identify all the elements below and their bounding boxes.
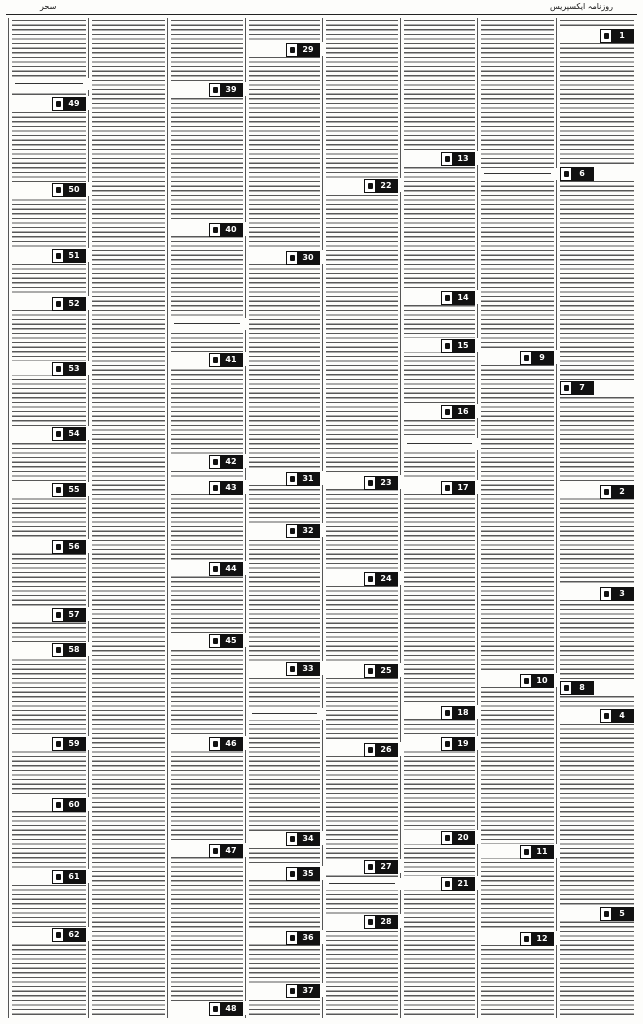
entry-header	[246, 471, 323, 485]
entry-number-box	[209, 455, 243, 469]
entry-mark-icon	[53, 250, 63, 262]
section-divider	[9, 78, 89, 90]
entry-mark-icon	[442, 707, 452, 719]
entry-number: 18	[452, 707, 474, 719]
entry-number-box	[52, 483, 86, 497]
entry-mark-icon	[53, 929, 63, 941]
entry-number: 60	[63, 799, 85, 811]
entry-header	[557, 906, 637, 920]
entry-number-box	[600, 587, 634, 601]
entry-header	[401, 736, 478, 750]
entry-number-box	[209, 634, 243, 648]
entry-number-box	[600, 907, 634, 921]
entry-number: 52	[63, 298, 85, 310]
entry-number: 5	[611, 908, 633, 920]
entry-number: 43	[220, 482, 242, 494]
entry-number: 16	[452, 406, 474, 418]
entry-number-box	[52, 643, 86, 657]
entry-number: 35	[297, 868, 319, 880]
entry-header	[557, 28, 637, 42]
entry-header	[401, 404, 478, 418]
entry-number: 31	[297, 473, 319, 485]
entry-mark-icon	[601, 486, 611, 498]
entry-header	[9, 96, 89, 110]
entry-number-box	[560, 381, 594, 395]
entry-number-box	[441, 706, 475, 720]
entry-number: 4	[611, 710, 633, 722]
entry-header	[557, 380, 637, 394]
entry-header	[323, 859, 401, 873]
header-left-text: سحر	[40, 2, 57, 11]
entry-header	[9, 426, 89, 440]
entry-header	[401, 830, 478, 844]
entry-mark-icon	[287, 525, 297, 537]
entry-header	[246, 866, 323, 880]
entry-header	[246, 661, 323, 675]
entry-number: 24	[375, 573, 397, 585]
entry-number-box	[209, 83, 243, 97]
entry-number-box	[209, 353, 243, 367]
entry-header	[323, 914, 401, 928]
entry-mark-icon	[521, 846, 531, 858]
entry-header	[478, 350, 557, 364]
entry-header	[478, 844, 557, 858]
entry-mark-icon	[210, 845, 220, 857]
entry-number-box	[286, 867, 320, 881]
entry-header	[401, 338, 478, 352]
entry-mark-icon	[521, 933, 531, 945]
entry-header	[478, 673, 557, 687]
entry-mark-icon	[561, 682, 571, 694]
entry-header	[168, 843, 246, 857]
entry-number-box	[364, 860, 398, 874]
entry-header	[168, 480, 246, 494]
column-8	[8, 18, 89, 1018]
entry-number-box	[52, 97, 86, 111]
column-4	[322, 18, 401, 1018]
entry-number: 6	[571, 168, 593, 180]
section-divider	[323, 878, 401, 890]
entry-header	[9, 736, 89, 750]
entry-mark-icon	[210, 1003, 220, 1015]
entry-mark-icon	[53, 298, 63, 310]
entry-number-box	[52, 183, 86, 197]
entry-number-box	[286, 472, 320, 486]
entry-number-box	[286, 984, 320, 998]
entry-number-box	[52, 249, 86, 263]
entry-header	[168, 561, 246, 575]
column-6	[167, 18, 246, 1018]
entry-header	[401, 876, 478, 890]
entry-mark-icon	[53, 484, 63, 496]
entry-header	[323, 178, 401, 192]
column-2	[477, 18, 557, 1018]
entry-mark-icon	[365, 744, 375, 756]
entry-number-box	[52, 297, 86, 311]
entry-mark-icon	[53, 363, 63, 375]
entry-mark-icon	[442, 738, 452, 750]
entry-header	[557, 586, 637, 600]
entry-header	[246, 930, 323, 944]
entry-number: 54	[63, 428, 85, 440]
entry-number-box	[600, 709, 634, 723]
entry-number: 51	[63, 250, 85, 262]
entry-number: 30	[297, 252, 319, 264]
entry-mark-icon	[601, 908, 611, 920]
entry-number: 61	[63, 871, 85, 883]
section-divider	[246, 708, 323, 720]
entry-header	[246, 250, 323, 264]
entry-number: 12	[531, 933, 553, 945]
entry-number: 33	[297, 663, 319, 675]
entry-number-box	[52, 798, 86, 812]
entry-mark-icon	[365, 861, 375, 873]
entry-header	[9, 539, 89, 553]
entry-header	[9, 296, 89, 310]
entry-number: 3	[611, 588, 633, 600]
entry-mark-icon	[561, 168, 571, 180]
entry-mark-icon	[365, 916, 375, 928]
entry-mark-icon	[210, 482, 220, 494]
entry-mark-icon	[287, 985, 297, 997]
entry-number-box	[286, 43, 320, 57]
entry-mark-icon	[442, 292, 452, 304]
entry-number: 15	[452, 340, 474, 352]
entry-mark-icon	[521, 675, 531, 687]
entry-mark-icon	[287, 44, 297, 56]
entry-mark-icon	[365, 180, 375, 192]
entry-mark-icon	[601, 710, 611, 722]
entry-number: 10	[531, 675, 553, 687]
entry-header	[246, 831, 323, 845]
entry-header	[168, 352, 246, 366]
entry-mark-icon	[53, 738, 63, 750]
entry-number: 13	[452, 153, 474, 165]
entry-header	[246, 42, 323, 56]
entry-number-box	[364, 743, 398, 757]
entry-mark-icon	[53, 428, 63, 440]
entry-mark-icon	[53, 98, 63, 110]
entry-number-box	[52, 928, 86, 942]
entry-header	[323, 475, 401, 489]
entry-number: 40	[220, 224, 242, 236]
entry-number-box	[441, 339, 475, 353]
entry-header	[557, 484, 637, 498]
entry-mark-icon	[210, 354, 220, 366]
entry-number: 48	[220, 1003, 242, 1015]
entry-number: 8	[571, 682, 593, 694]
entry-header	[9, 182, 89, 196]
entry-number: 26	[375, 744, 397, 756]
entry-mark-icon	[53, 644, 63, 656]
section-divider	[168, 318, 246, 330]
section-divider	[401, 438, 478, 450]
entry-number: 29	[297, 44, 319, 56]
entry-number-box	[52, 540, 86, 554]
entry-number: 37	[297, 985, 319, 997]
entry-mark-icon	[53, 799, 63, 811]
entry-number: 39	[220, 84, 242, 96]
entry-number: 58	[63, 644, 85, 656]
entry-header	[9, 869, 89, 883]
entry-number-box	[600, 29, 634, 43]
entry-number: 50	[63, 184, 85, 196]
entry-number: 44	[220, 563, 242, 575]
entry-header	[246, 983, 323, 997]
entry-number: 21	[452, 878, 474, 890]
entry-number-box	[52, 362, 86, 376]
entry-mark-icon	[53, 541, 63, 553]
entry-number: 23	[375, 477, 397, 489]
entry-number-box	[441, 481, 475, 495]
entry-header	[9, 927, 89, 941]
entry-number-box	[286, 524, 320, 538]
column-1	[556, 18, 637, 1018]
entry-number: 20	[452, 832, 474, 844]
entry-number-box	[441, 405, 475, 419]
entry-number: 19	[452, 738, 474, 750]
entry-header	[9, 797, 89, 811]
entry-mark-icon	[442, 832, 452, 844]
entry-header	[401, 705, 478, 719]
entry-header	[557, 166, 637, 180]
entry-number-box	[560, 167, 594, 181]
entry-number-box	[209, 481, 243, 495]
entry-number: 34	[297, 833, 319, 845]
entry-number-box	[441, 831, 475, 845]
entry-number-box	[364, 476, 398, 490]
entry-number: 45	[220, 635, 242, 647]
entry-number-box	[520, 932, 554, 946]
entry-mark-icon	[442, 153, 452, 165]
entry-number-box	[441, 877, 475, 891]
entry-mark-icon	[287, 932, 297, 944]
entry-number-box	[520, 845, 554, 859]
entry-number-box	[209, 223, 243, 237]
entry-header	[323, 571, 401, 585]
entry-number-box	[364, 664, 398, 678]
entry-number-box	[600, 485, 634, 499]
entry-number: 59	[63, 738, 85, 750]
entry-number: 46	[220, 738, 242, 750]
entry-mark-icon	[53, 609, 63, 621]
entry-number-box	[520, 674, 554, 688]
entry-number-box	[441, 291, 475, 305]
entry-number: 53	[63, 363, 85, 375]
entry-mark-icon	[365, 573, 375, 585]
entry-number: 28	[375, 916, 397, 928]
entry-number-box	[209, 737, 243, 751]
entry-header	[323, 663, 401, 677]
entry-number-box	[52, 427, 86, 441]
entry-mark-icon	[365, 477, 375, 489]
entry-number: 42	[220, 456, 242, 468]
entry-number-box	[520, 351, 554, 365]
entry-number: 2	[611, 486, 633, 498]
entry-mark-icon	[442, 482, 452, 494]
entry-header	[168, 222, 246, 236]
entry-header	[557, 708, 637, 722]
entry-number-box	[209, 1002, 243, 1016]
entry-mark-icon	[53, 871, 63, 883]
entry-number: 55	[63, 484, 85, 496]
entry-number: 47	[220, 845, 242, 857]
entry-number-box	[364, 179, 398, 193]
entry-number-box	[52, 870, 86, 884]
entry-mark-icon	[442, 406, 452, 418]
entry-number: 27	[375, 861, 397, 873]
entry-header	[168, 633, 246, 647]
header-right-text: روزنامہ ایکسپریس	[549, 2, 613, 11]
entry-number: 1	[611, 30, 633, 42]
entry-mark-icon	[287, 868, 297, 880]
entry-mark-icon	[210, 635, 220, 647]
entry-number: 9	[531, 352, 553, 364]
entry-header	[557, 680, 637, 694]
entry-mark-icon	[521, 352, 531, 364]
entry-number-box	[364, 572, 398, 586]
entry-mark-icon	[442, 878, 452, 890]
entry-mark-icon	[210, 563, 220, 575]
entry-number: 7	[571, 382, 593, 394]
entry-header	[168, 736, 246, 750]
entry-header	[401, 480, 478, 494]
entry-number: 17	[452, 482, 474, 494]
entry-number-box	[286, 662, 320, 676]
entry-mark-icon	[210, 84, 220, 96]
entry-mark-icon	[287, 473, 297, 485]
entry-header	[168, 454, 246, 468]
entry-header	[401, 151, 478, 165]
entry-number: 32	[297, 525, 319, 537]
entry-number: 57	[63, 609, 85, 621]
entry-header	[168, 82, 246, 96]
entry-number-box	[209, 844, 243, 858]
entry-mark-icon	[287, 663, 297, 675]
section-divider	[478, 168, 557, 180]
entry-header	[323, 742, 401, 756]
entry-number: 25	[375, 665, 397, 677]
entry-header	[9, 482, 89, 496]
entry-number: 56	[63, 541, 85, 553]
entry-header	[9, 361, 89, 375]
entry-mark-icon	[53, 184, 63, 196]
entry-mark-icon	[210, 738, 220, 750]
column-7	[88, 18, 168, 1018]
column-5	[245, 18, 323, 1018]
entry-number-box	[364, 915, 398, 929]
entry-number-box	[52, 737, 86, 751]
entry-header	[401, 290, 478, 304]
entry-number: 22	[375, 180, 397, 192]
entry-number-box	[286, 931, 320, 945]
entry-number-box	[209, 562, 243, 576]
entry-number-box	[286, 832, 320, 846]
entry-mark-icon	[601, 30, 611, 42]
entry-number: 14	[452, 292, 474, 304]
entry-mark-icon	[287, 833, 297, 845]
entry-number-box	[441, 737, 475, 751]
entry-mark-icon	[365, 665, 375, 677]
entry-mark-icon	[442, 340, 452, 352]
entry-number: 11	[531, 846, 553, 858]
entry-mark-icon	[601, 588, 611, 600]
entry-number: 49	[63, 98, 85, 110]
entry-number: 41	[220, 354, 242, 366]
entry-number: 36	[297, 932, 319, 944]
entry-mark-icon	[210, 224, 220, 236]
entry-header	[246, 523, 323, 537]
entry-number-box	[286, 251, 320, 265]
entry-header	[9, 642, 89, 656]
entry-header	[478, 931, 557, 945]
entry-number-box	[441, 152, 475, 166]
header-rule	[6, 14, 637, 15]
entry-mark-icon	[210, 456, 220, 468]
entry-header	[9, 607, 89, 621]
entry-mark-icon	[287, 252, 297, 264]
entry-header	[9, 248, 89, 262]
entry-number-box	[52, 608, 86, 622]
entry-mark-icon	[561, 382, 571, 394]
entry-number-box	[560, 681, 594, 695]
entry-header	[168, 1001, 246, 1015]
entry-number: 62	[63, 929, 85, 941]
column-3	[400, 18, 478, 1018]
